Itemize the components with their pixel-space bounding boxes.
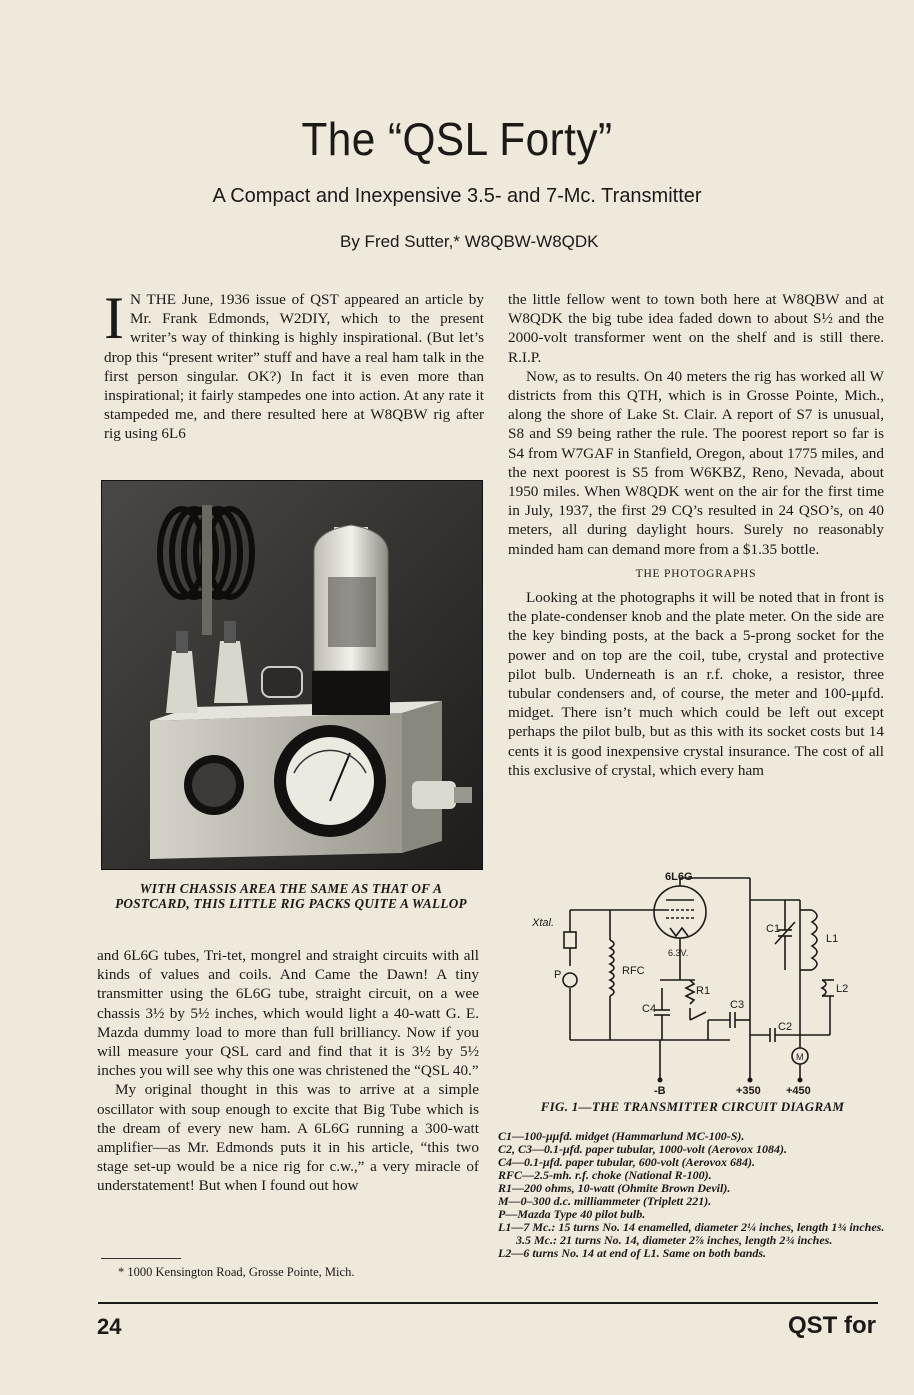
- plus-450-label: +450: [786, 1085, 811, 1097]
- c3-label: C3: [730, 999, 745, 1011]
- section-heading: THE PHOTOGRAPHS: [635, 567, 757, 580]
- magazine-footer: QST for: [788, 1312, 876, 1339]
- parts-item: M—0–300 d.c. milliammeter (Triplett 221).: [498, 1194, 712, 1208]
- photo-caption: WITH CHASSIS AREA THE SAME AS THAT OF A POSTCARD, THIS LITTLE RIG PACKS QUITE A WALLOP: [115, 881, 467, 911]
- left-paragraph-2: and 6L6G tubes, Tri-tet, mongrel and straight circuits with all kinds of values and coils. And Came the Dawn! A tiny transmitter using the 6L6G tube, straight circuit, on a wee chassis 3½ by 5½ inches, which would light a 40-watt G. E. Mazda dummy load to more than full brilliancy. Now if you will measure your QSL card and find that it is 3½ by 5½ inches you will see why this one was christened the “QSL 40.”: [97, 947, 479, 1080]
- footnote-divider: [101, 1258, 181, 1259]
- byline: By Fred Sutter,* W8QBW-W8QDK: [340, 232, 599, 251]
- meter-label: M: [796, 1052, 804, 1062]
- parts-item: C4—0.1-μfd. paper tubular, 600-volt (Aerovox 684).: [498, 1155, 755, 1169]
- plus-350-label: +350: [736, 1085, 761, 1097]
- parts-item: C2, C3—0.1-μfd. paper tubular, 1000-volt (Aerovox 1084).: [498, 1142, 788, 1156]
- parts-item: 3.5 Mc.: 21 turns No. 14, diameter 2⅞ inches, length 2¾ inches.: [516, 1233, 833, 1247]
- left-column-bottom: [97, 946, 479, 1196]
- transmitter-photo: [101, 480, 483, 870]
- tube-label: 6L6G: [665, 871, 693, 883]
- right-paragraph-2: Now, as to results. On 40 meters the rig has worked all W districts from this QTH, which is in Grosse Pointe, Mich., along the shore of Lake St. Clair. A report of S7 is unusual, S8 and S9 being rather the rule. The poorest report so far is S4 from W7GAF in Stanfield, Oregon, about 1775 miles, and the next poorest is S5 from W6KBZ, Reno, Nevada, about 1950 miles. When W8QDK went on the air for the first time in July, 1937, the first 29 CQ’s resulted in 24 QSO’s, on 40 meters, all during daylight hours. Surely no reasonably minded ham can demand more from a $1.35 bottle.: [508, 367, 884, 558]
- parts-item: L1—7 Mc.: 15 turns No. 14 enamelled, diameter 2¼ inches, length 1¾ inches.: [498, 1220, 885, 1234]
- c4-label: C4: [642, 1003, 657, 1015]
- intro-text: N THE June, 1936 issue of QST appeared an article by Mr. Frank Edmonds, W2DIY, which to the present writer’s way of thinking is highly inspirational. (But let’s drop this “present writer” stuff and have a real ham talk in the first person singular. OK?) In fact it is even more than inspirational; it fairly stampedes one into action. At any rate it stampeded me, and there resulted here at W8QBW rig after rig using 6L6: [104, 291, 484, 443]
- r1-label: R1: [696, 985, 711, 997]
- c1-label: C1: [766, 923, 781, 935]
- drop-cap: I: [104, 285, 124, 351]
- pilot-label: P: [554, 969, 562, 981]
- l1-label: L1: [826, 933, 839, 945]
- circuit-diagram: [530, 870, 850, 1100]
- crystal-label: Xtal.: [532, 917, 555, 929]
- right-paragraph-3: Looking at the photographs it will be noted that in front is the plate-condenser knob and the plate meter. On the side are the key binding posts, at the back a 5-prong socket for the power and on top are the coil, tube, crystal and protective pilot bulb. Underneath is an r.f. choke, a resistor, three tubular condensers and, of course, the meter and 100-μμfd. midget. There isn’t much which could be left out except perhaps the pilot bulb, but as this with its socket costs but 14 cents it is good inexpensive crystal insurance. The cost of all this exclusive of crystal, which every ham: [508, 589, 884, 779]
- heater-label: 6.3V.: [668, 948, 689, 958]
- parts-item: C1—100-μμfd. midget (Hammarlund MC-100-S).: [498, 1129, 745, 1143]
- parts-item: L2—6 turns No. 14 at end of L1. Same on both bands.: [498, 1246, 767, 1260]
- footer-rule: [98, 1302, 878, 1304]
- article-subtitle: A Compact and Inexpensive 3.5- and 7-Mc. Transmitter: [212, 185, 702, 207]
- left-column-top: [104, 285, 484, 444]
- right-column: [508, 290, 884, 780]
- page-number: 24: [97, 1314, 122, 1339]
- intro-paragraph: [104, 285, 484, 444]
- parts-item: RFC—2.5-mh. r.f. choke (National R-100).: [498, 1168, 712, 1182]
- diagram-caption: FIG. 1—THE TRANSMITTER CIRCUIT DIAGRAM: [540, 1099, 845, 1114]
- rfc-label: RFC: [622, 965, 645, 977]
- c2-label: C2: [778, 1021, 793, 1033]
- parts-item: R1—200 ohms, 10-watt (Ohmite Brown Devil).: [498, 1181, 731, 1195]
- parts-list: [498, 1130, 888, 1260]
- l2-label: L2: [836, 983, 849, 995]
- right-paragraph-1: the little fellow went to town both here at W8QBW and at W8QDK the big tube idea faded down to about S½ and the 2000-volt transformer went on the shelf and is still there. R.I.P.: [508, 291, 884, 366]
- left-paragraph-3: My original thought in this was to arrive at a simple oscillator with soup enough to excite that Big Tube which is the dream of every new ham. A 6L6G running a 300-watt amplifier—as Mr. Edmonds puts it in his article, “this two stage set-up would be a nice rig for c.w.,” a very miracle of understatement! But when I found out how: [97, 1081, 479, 1195]
- parts-item: P—Mazda Type 40 pilot bulb.: [498, 1207, 646, 1221]
- author-footnote: * 1000 Kensington Road, Grosse Pointe, Mich.: [118, 1265, 355, 1279]
- article-title: The “QSL Forty”: [301, 113, 613, 165]
- minus-b-label: -B: [654, 1085, 666, 1097]
